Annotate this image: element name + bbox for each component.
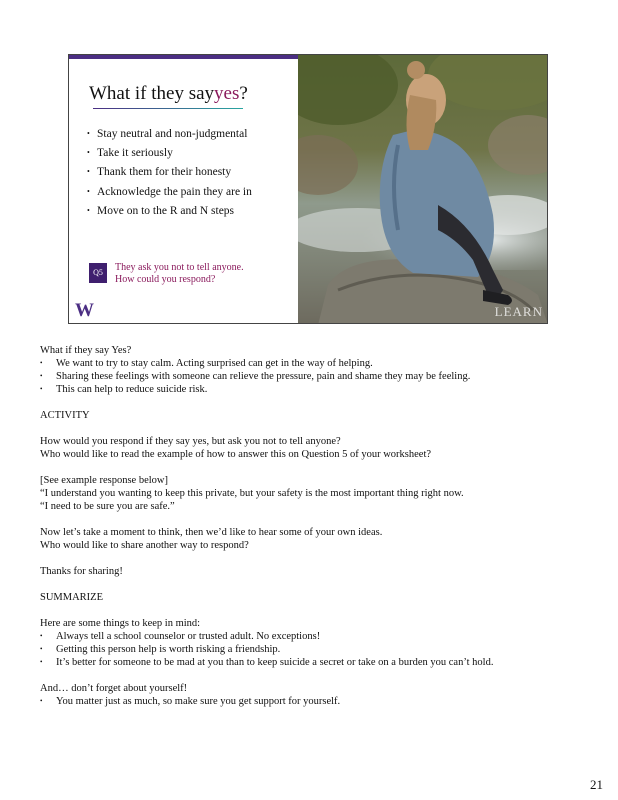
example-label: [See example response below]: [40, 475, 168, 486]
think-line-2: Who would like to share another way to respond?: [40, 540, 249, 551]
thanks-line: Thanks for sharing!: [40, 566, 123, 577]
speaker-notes: [40, 344, 580, 708]
photo-girl-on-rock: [298, 55, 548, 324]
page-number: 21: [590, 777, 603, 792]
spacer: [40, 552, 580, 565]
spacer: [40, 604, 580, 617]
bullet-dot: •: [40, 385, 43, 393]
slide-thumbnail: [68, 54, 548, 324]
spacer: [40, 669, 580, 682]
summary-bullet: [40, 630, 580, 643]
slide-bullet-list: [87, 124, 252, 220]
self-care-bullet-text: You matter just as much, so make sure you get support for yourself.: [56, 696, 341, 707]
slide-bullet: • Thank them for their honesty: [87, 162, 252, 181]
summarize-label: SUMMARIZE: [40, 592, 104, 603]
notes-heading: What if they say Yes?: [40, 345, 132, 356]
question-badge: Q5: [89, 263, 107, 283]
example-line-2: “I need to be sure you are safe.”: [40, 501, 175, 512]
notes-bullet-text: We want to try to stay calm. Acting surprised can get in the way of helping.: [56, 358, 373, 369]
summary-bullet: [40, 656, 580, 669]
activity-label: ACTIVITY: [40, 410, 90, 421]
notes-bullet: [40, 357, 580, 370]
slide-accent-bar: [69, 55, 299, 59]
activity-question-2: Who would like to read the example of how to answer this on Question 5 of your worksheet?: [40, 449, 432, 460]
activity-question-1: How would you respond if they say yes, but ask you not to tell anyone?: [40, 436, 341, 447]
keep-in-mind-line: Here are some things to keep in mind:: [40, 618, 201, 629]
learn-logo: LEARN: [494, 304, 543, 319]
spacer: [40, 513, 580, 526]
bullet-dot: •: [40, 645, 43, 653]
summary-bullet: [40, 643, 580, 656]
bullet-dot: •: [40, 697, 43, 705]
bullet-dot: •: [40, 658, 43, 666]
self-care-line: And… don’t forget about yourself!: [40, 683, 188, 694]
summary-bullet-text: Always tell a school counselor or trusted adult. No exceptions!: [56, 631, 321, 642]
think-line-1: Now let’s take a moment to think, then we’d like to hear some of your own ideas.: [40, 527, 383, 538]
uw-logo: W: [75, 300, 93, 321]
slide-title-accent: yes: [214, 83, 240, 104]
summary-bullet-text: Getting this person help is worth risking a friendship.: [56, 644, 281, 655]
example-line-1: “I understand you wanting to keep this private, but your safety is the most important thing right now.: [40, 488, 464, 499]
spacer: [40, 461, 580, 474]
spacer: [40, 396, 580, 409]
slide-bullet: • Stay neutral and non-judgmental: [87, 124, 252, 143]
slide-bullet: • Take it seriously: [87, 143, 252, 162]
bullet-dot: •: [40, 359, 43, 367]
slide-bullet: • Acknowledge the pain they are in: [87, 182, 252, 201]
question-text: They ask you not to tell anyone. How could you respond?: [115, 262, 244, 285]
notes-bullet-text: Sharing these feelings with someone can relieve the pressure, pain and shame they may be feeling.: [56, 371, 471, 382]
slide-title-suffix: ?: [239, 83, 248, 104]
bullet-dot: •: [40, 372, 43, 380]
notes-bullet: [40, 383, 580, 396]
notes-bullet-text: This can help to reduce suicide risk.: [56, 384, 208, 395]
spacer: [40, 578, 580, 591]
title-underline: [93, 108, 243, 109]
notes-bullet: [40, 370, 580, 383]
slide-bullet: • Move on to the R and N steps: [87, 201, 252, 220]
slide-title-prefix: What if they say: [89, 83, 215, 104]
spacer: [40, 422, 580, 435]
bullet-dot: •: [40, 632, 43, 640]
self-care-bullet: [40, 695, 580, 708]
slide-title: [89, 83, 248, 105]
summary-bullet-text: It’s better for someone to be mad at you than to keep suicide a secret or take on a burden you can’t hold.: [56, 657, 494, 668]
